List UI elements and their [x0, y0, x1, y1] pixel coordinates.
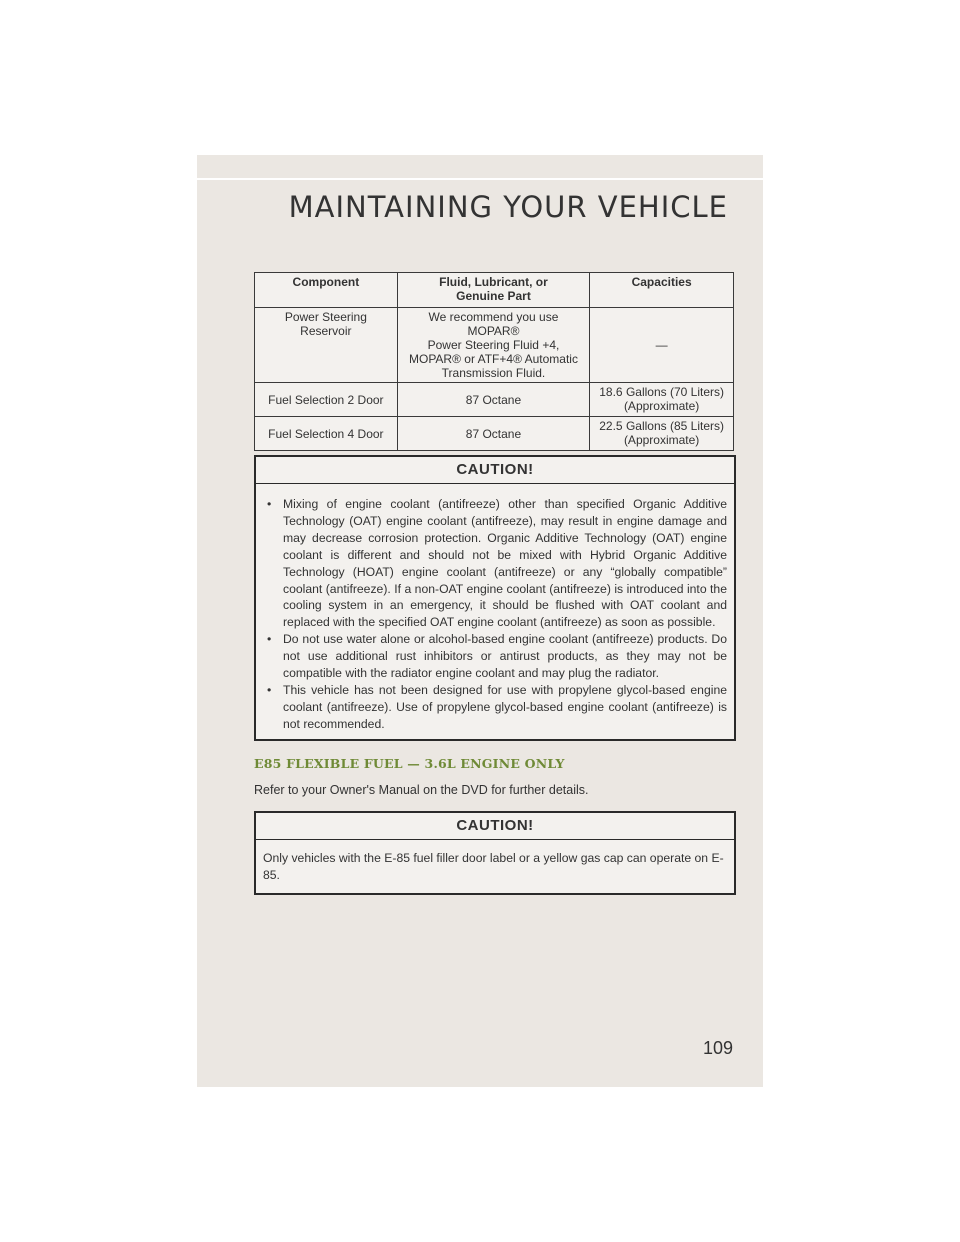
caution-title: CAUTION!	[256, 813, 734, 840]
cell-component: Fuel Selection 4 Door	[255, 417, 398, 451]
section-title: MAINTAINING YOUR VEHICLE	[288, 190, 728, 224]
caution-bullet: • Do not use water alone or alcohol-based engine coolant (antifreeze) products. Do not use additional rust inhibitors or antirust products, as they may not be compatible with the radiator engine coolant and may plug the radiator.	[263, 631, 727, 682]
cell-capacity: —	[590, 308, 734, 383]
col-header-fluid: Fluid, Lubricant, or Genuine Part	[397, 273, 590, 308]
cell-component: Power Steering Reservoir	[255, 308, 398, 383]
col-header-component: Component	[255, 273, 398, 308]
cell-fluid: 87 Octane	[397, 383, 590, 417]
e85-heading: E85 FLEXIBLE FUEL — 3.6L ENGINE ONLY	[254, 756, 565, 771]
table-row	[255, 308, 734, 383]
caution-bullet: • Mixing of engine coolant (antifreeze) other than specified Organic Additive Technology (OAT) engine coolant (antifreeze), may result in engine damage and may decrease corrosion protection. Organic Additive Technology (OAT) engine coolant is different and should not be mixed with Hybrid Organic Additive Technology (HOAT) engine coolant (antifreeze) or any “globally compatible” coolant (antifreeze). If a non-OAT engine coolant (antifreeze) is introduced into the cooling system in an emergency, it should be flushed with OAT coolant and replaced with the specified OAT engine coolant (antifreeze) as soon as possible.	[263, 496, 727, 631]
caution-body: Only vehicles with the E-85 fuel filler door label or a yellow gas cap can operate on E-85.	[263, 851, 724, 882]
caution-title: CAUTION!	[256, 457, 734, 484]
cell-fluid: 87 Octane	[397, 417, 590, 451]
table-header-row	[255, 273, 734, 308]
page-number: 109	[703, 1038, 734, 1058]
e85-paragraph: Refer to your Owner's Manual on the DVD for further details.	[254, 783, 589, 797]
cell-component: Fuel Selection 2 Door	[255, 383, 398, 417]
col-header-capacities: Capacities	[590, 273, 734, 308]
cell-capacity: 22.5 Gallons (85 Liters) (Approximate)	[590, 417, 734, 451]
cell-fluid: We recommend you use MOPAR® Power Steering Fluid +4, MOPAR® or ATF+4® Automatic Transmission Fluid.	[397, 308, 590, 383]
caution-bullet: • This vehicle has not been designed for use with propylene glycol-based engine coolant (antifreeze). Use of propylene glycol-based engine coolant (antifreeze) is not recommended.	[263, 682, 727, 733]
cell-capacity: 18.6 Gallons (70 Liters) (Approximate)	[590, 383, 734, 417]
caution-body	[256, 484, 734, 739]
caution-box-e85	[254, 811, 736, 895]
caution-box-coolant	[254, 455, 736, 741]
caution-bullet-list	[263, 496, 727, 733]
table-row	[255, 417, 734, 451]
fluids-capacities-table	[254, 272, 734, 451]
header-rule	[197, 178, 763, 180]
table-row	[255, 383, 734, 417]
